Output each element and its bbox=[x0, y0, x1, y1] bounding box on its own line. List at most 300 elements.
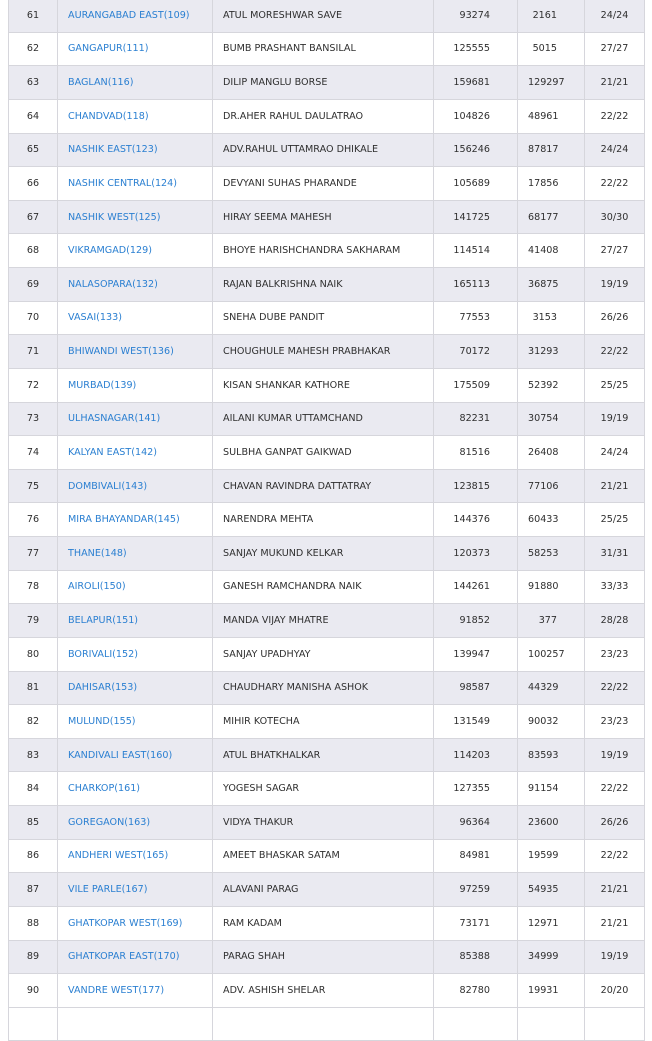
candidate-name: DILIP MANGLU BORSE bbox=[223, 77, 328, 89]
margin-count-cell bbox=[518, 133, 585, 167]
candidate-name-cell bbox=[213, 604, 434, 638]
table-row bbox=[9, 133, 645, 167]
table-row bbox=[9, 906, 645, 940]
row-number-cell bbox=[9, 570, 58, 604]
row-number: 84 bbox=[26, 783, 40, 795]
row-number-cell bbox=[9, 167, 58, 201]
constituency-link-cell bbox=[58, 133, 213, 167]
results-table-body bbox=[9, 0, 645, 1007]
row-number-cell bbox=[9, 301, 58, 335]
rounds-count-cell bbox=[585, 537, 645, 571]
table-row bbox=[9, 537, 645, 571]
row-number: 73 bbox=[26, 413, 40, 425]
margin-count-cell bbox=[518, 0, 585, 32]
row-number: 68 bbox=[26, 245, 40, 257]
table-row bbox=[9, 402, 645, 436]
constituency-link-cell bbox=[58, 200, 213, 234]
votes-count: 139947 bbox=[453, 648, 490, 660]
votes-count-cell bbox=[434, 806, 518, 840]
constituency-link-cell bbox=[58, 906, 213, 940]
table-row bbox=[9, 806, 645, 840]
votes-count: 98587 bbox=[459, 682, 490, 694]
candidate-name-cell bbox=[213, 99, 434, 133]
candidate-name: SANJAY UPADHYAY bbox=[223, 648, 311, 660]
row-number-cell bbox=[9, 268, 58, 302]
constituency-link[interactable]: GOREGAON(163) bbox=[68, 816, 151, 828]
table-row bbox=[9, 839, 645, 873]
margin-count: 19599 bbox=[528, 850, 559, 862]
rounds-count-cell bbox=[585, 839, 645, 873]
rounds-count: 22/22 bbox=[600, 682, 629, 694]
rounds-count: 22/22 bbox=[600, 110, 629, 122]
constituency-link[interactable]: ANDHERI WEST(165) bbox=[68, 850, 169, 862]
votes-count: 127355 bbox=[453, 783, 490, 795]
constituency-link[interactable]: VILE PARLE(167) bbox=[68, 884, 148, 896]
rounds-count-cell bbox=[585, 99, 645, 133]
rounds-count-cell bbox=[585, 806, 645, 840]
row-number-cell bbox=[9, 806, 58, 840]
margin-count-cell bbox=[518, 301, 585, 335]
table-row bbox=[9, 604, 645, 638]
constituency-link[interactable]: BORIVALI(152) bbox=[68, 648, 138, 660]
rounds-count-cell bbox=[585, 234, 645, 268]
table-row bbox=[9, 570, 645, 604]
votes-count-cell bbox=[434, 32, 518, 66]
table-row bbox=[9, 32, 645, 66]
candidate-name-cell bbox=[213, 301, 434, 335]
candidate-name: KISAN SHANKAR KATHORE bbox=[223, 379, 350, 391]
rounds-count: 26/26 bbox=[600, 312, 629, 324]
rounds-count: 25/25 bbox=[600, 379, 629, 391]
margin-count-cell bbox=[518, 436, 585, 470]
table-row bbox=[9, 503, 645, 537]
margin-count-cell bbox=[518, 974, 585, 1008]
constituency-link[interactable]: MULUND(155) bbox=[68, 715, 136, 727]
candidate-name: GANESH RAMCHANDRA NAIK bbox=[223, 581, 362, 593]
row-number-cell bbox=[9, 335, 58, 369]
table-row bbox=[9, 637, 645, 671]
table-row-partial bbox=[9, 1007, 645, 1041]
row-number-cell bbox=[9, 637, 58, 671]
rounds-count: 21/21 bbox=[600, 917, 629, 929]
constituency-link[interactable]: NASHIK EAST(123) bbox=[68, 144, 158, 156]
rounds-count-cell bbox=[585, 671, 645, 705]
rounds-count-cell bbox=[585, 974, 645, 1008]
candidate-name-cell bbox=[213, 503, 434, 537]
votes-count: 82231 bbox=[459, 413, 490, 425]
votes-count-cell bbox=[434, 839, 518, 873]
candidate-name-cell bbox=[213, 671, 434, 705]
votes-count: 131549 bbox=[453, 715, 490, 727]
constituency-link-cell bbox=[58, 0, 213, 32]
margin-count: 3153 bbox=[532, 312, 557, 324]
constituency-link-cell bbox=[58, 671, 213, 705]
table-row bbox=[9, 738, 645, 772]
rounds-count: 21/21 bbox=[600, 884, 629, 896]
margin-count-cell bbox=[518, 335, 585, 369]
rounds-count-cell bbox=[585, 873, 645, 907]
table-row bbox=[9, 705, 645, 739]
votes-count-cell bbox=[434, 335, 518, 369]
margin-count-cell bbox=[518, 268, 585, 302]
rounds-count: 19/19 bbox=[600, 951, 629, 963]
rounds-count: 19/19 bbox=[600, 278, 629, 290]
rounds-count: 28/28 bbox=[600, 615, 629, 627]
row-number: 86 bbox=[26, 850, 40, 862]
candidate-name-cell bbox=[213, 738, 434, 772]
constituency-link-cell bbox=[58, 637, 213, 671]
votes-count: 91852 bbox=[459, 615, 490, 627]
margin-count: 54935 bbox=[528, 884, 559, 896]
votes-count-cell bbox=[434, 301, 518, 335]
margin-count-cell bbox=[518, 705, 585, 739]
rounds-count: 33/33 bbox=[600, 581, 629, 593]
row-number: 83 bbox=[26, 749, 40, 761]
candidate-name: VIDYA THAKUR bbox=[223, 816, 294, 828]
candidate-name-cell bbox=[213, 133, 434, 167]
constituency-link[interactable]: VIKRAMGAD(129) bbox=[68, 245, 152, 257]
rounds-count-cell bbox=[585, 738, 645, 772]
candidate-name: RAJAN BALKRISHNA NAIK bbox=[223, 278, 343, 290]
rounds-count-cell bbox=[585, 570, 645, 604]
votes-count: 141725 bbox=[453, 211, 490, 223]
votes-count: 165113 bbox=[453, 278, 490, 290]
rounds-count-cell bbox=[585, 940, 645, 974]
constituency-link[interactable]: VANDRE WEST(177) bbox=[68, 984, 165, 996]
votes-count: 93274 bbox=[459, 9, 490, 21]
votes-count-cell bbox=[434, 537, 518, 571]
margin-count: 23600 bbox=[528, 816, 559, 828]
margin-count-cell bbox=[518, 772, 585, 806]
constituency-link[interactable]: GHATKOPAR WEST(169) bbox=[68, 917, 183, 929]
votes-count-cell bbox=[434, 873, 518, 907]
candidate-name: AILANI KUMAR UTTAMCHAND bbox=[223, 413, 363, 425]
rounds-count: 24/24 bbox=[600, 9, 629, 21]
candidate-name: MIHIR KOTECHA bbox=[223, 715, 300, 727]
table-row bbox=[9, 0, 645, 32]
candidate-name: CHAUDHARY MANISHA ASHOK bbox=[223, 682, 369, 694]
constituency-link[interactable]: KALYAN EAST(142) bbox=[68, 446, 158, 458]
votes-count: 81516 bbox=[459, 446, 490, 458]
margin-count: 41408 bbox=[528, 245, 559, 257]
table-row bbox=[9, 234, 645, 268]
votes-count-cell bbox=[434, 772, 518, 806]
candidate-name: MANDA VIJAY MHATRE bbox=[223, 615, 329, 627]
constituency-link-cell bbox=[58, 604, 213, 638]
rounds-count: 19/19 bbox=[600, 413, 629, 425]
rounds-count: 26/26 bbox=[600, 816, 629, 828]
margin-count: 2161 bbox=[532, 9, 557, 21]
table-row bbox=[9, 66, 645, 100]
rounds-count-cell bbox=[585, 503, 645, 537]
margin-count: 36875 bbox=[528, 278, 559, 290]
margin-count: 19931 bbox=[528, 984, 559, 996]
candidate-name: AMEET BHASKAR SATAM bbox=[223, 850, 340, 862]
margin-count-cell bbox=[518, 604, 585, 638]
candidate-name-cell bbox=[213, 570, 434, 604]
row-number-cell bbox=[9, 940, 58, 974]
margin-count: 60433 bbox=[528, 514, 559, 526]
margin-count-cell bbox=[518, 839, 585, 873]
votes-count-cell bbox=[434, 570, 518, 604]
margin-count: 68177 bbox=[528, 211, 559, 223]
rounds-count-cell bbox=[585, 705, 645, 739]
row-number-cell bbox=[9, 671, 58, 705]
margin-count: 12971 bbox=[528, 917, 559, 929]
candidate-name: SNEHA DUBE PANDIT bbox=[223, 312, 325, 324]
constituency-link-cell bbox=[58, 99, 213, 133]
votes-count-cell bbox=[434, 671, 518, 705]
table-row bbox=[9, 301, 645, 335]
constituency-link[interactable]: GHATKOPAR EAST(170) bbox=[68, 951, 180, 963]
candidate-name: PARAG SHAH bbox=[223, 951, 285, 963]
margin-count-cell bbox=[518, 940, 585, 974]
candidate-name-cell bbox=[213, 873, 434, 907]
margin-count-cell bbox=[518, 906, 585, 940]
margin-count: 17856 bbox=[528, 177, 559, 189]
margin-count: 34999 bbox=[528, 951, 559, 963]
constituency-link[interactable]: AURANGABAD EAST(109) bbox=[68, 9, 190, 21]
row-number-cell bbox=[9, 772, 58, 806]
candidate-name: BUMB PRASHANT BANSILAL bbox=[223, 43, 356, 55]
constituency-link[interactable]: AIROLI(150) bbox=[68, 581, 126, 593]
table-row bbox=[9, 268, 645, 302]
rounds-count: 22/22 bbox=[600, 783, 629, 795]
votes-count-cell bbox=[434, 167, 518, 201]
votes-count: 156246 bbox=[453, 144, 490, 156]
row-number: 63 bbox=[26, 77, 40, 89]
votes-count: 175509 bbox=[453, 379, 490, 391]
votes-count: 96364 bbox=[459, 816, 490, 828]
constituency-link[interactable]: CHANDVAD(118) bbox=[68, 110, 149, 122]
candidate-name: BHOYE HARISHCHANDRA SAKHARAM bbox=[223, 245, 401, 257]
row-number: 81 bbox=[26, 682, 40, 694]
candidate-name: NARENDRA MEHTA bbox=[223, 514, 314, 526]
constituency-link-cell bbox=[58, 469, 213, 503]
constituency-link[interactable]: GANGAPUR(111) bbox=[68, 43, 149, 55]
margin-count-cell bbox=[518, 671, 585, 705]
constituency-link[interactable]: NASHIK WEST(125) bbox=[68, 211, 161, 223]
margin-count: 129297 bbox=[528, 77, 565, 89]
table-row bbox=[9, 873, 645, 907]
constituency-link[interactable]: VASAI(133) bbox=[68, 312, 122, 324]
candidate-name-cell bbox=[213, 806, 434, 840]
constituency-link[interactable]: NALASOPARA(132) bbox=[68, 278, 158, 290]
rounds-count-cell bbox=[585, 368, 645, 402]
constituency-link[interactable]: MURBAD(139) bbox=[68, 379, 137, 391]
rounds-count-cell bbox=[585, 906, 645, 940]
rounds-count-cell bbox=[585, 469, 645, 503]
margin-count: 90032 bbox=[528, 715, 559, 727]
row-number: 75 bbox=[26, 480, 40, 492]
row-number: 80 bbox=[26, 648, 40, 660]
row-number-cell bbox=[9, 368, 58, 402]
candidate-name: DR.AHER RAHUL DAULATRAO bbox=[223, 110, 364, 122]
constituency-link-cell bbox=[58, 234, 213, 268]
margin-count-cell bbox=[518, 368, 585, 402]
row-number-cell bbox=[9, 839, 58, 873]
candidate-name-cell bbox=[213, 705, 434, 739]
rounds-count-cell bbox=[585, 268, 645, 302]
row-number: 72 bbox=[26, 379, 40, 391]
candidate-name: ADV.RAHUL UTTAMRAO DHIKALE bbox=[223, 144, 379, 156]
rounds-count: 31/31 bbox=[600, 547, 629, 559]
rounds-count-cell bbox=[585, 436, 645, 470]
candidate-name-cell bbox=[213, 537, 434, 571]
row-number: 71 bbox=[26, 346, 40, 358]
row-number-cell bbox=[9, 0, 58, 32]
row-number-cell bbox=[9, 200, 58, 234]
row-number-cell bbox=[9, 402, 58, 436]
constituency-link[interactable]: MIRA BHAYANDAR(145) bbox=[68, 514, 180, 526]
candidate-name: CHOUGHULE MAHESH PRABHAKAR bbox=[223, 346, 391, 358]
votes-count: 144376 bbox=[453, 514, 490, 526]
row-number: 85 bbox=[26, 816, 40, 828]
constituency-link-cell bbox=[58, 738, 213, 772]
votes-count: 114203 bbox=[453, 749, 490, 761]
margin-count-cell bbox=[518, 738, 585, 772]
constituency-link[interactable]: NASHIK CENTRAL(124) bbox=[68, 177, 177, 189]
votes-count: 104826 bbox=[453, 110, 490, 122]
row-number: 77 bbox=[26, 547, 40, 559]
votes-count-cell bbox=[434, 133, 518, 167]
constituency-link-cell bbox=[58, 570, 213, 604]
constituency-link-cell bbox=[58, 335, 213, 369]
candidate-name-cell bbox=[213, 637, 434, 671]
votes-count: 77553 bbox=[459, 312, 490, 324]
constituency-link-cell bbox=[58, 940, 213, 974]
margin-count-cell bbox=[518, 469, 585, 503]
margin-count-cell bbox=[518, 167, 585, 201]
row-number: 66 bbox=[26, 177, 40, 189]
row-number-cell bbox=[9, 974, 58, 1008]
rounds-count: 24/24 bbox=[600, 144, 629, 156]
votes-count-cell bbox=[434, 268, 518, 302]
constituency-link[interactable]: DAHISAR(153) bbox=[68, 682, 138, 694]
row-number: 62 bbox=[26, 43, 40, 55]
votes-count-cell bbox=[434, 0, 518, 32]
row-number-cell bbox=[9, 469, 58, 503]
rounds-count: 22/22 bbox=[600, 177, 629, 189]
candidate-name: ATUL MORESHWAR SAVE bbox=[223, 9, 343, 21]
margin-count-cell bbox=[518, 570, 585, 604]
margin-count: 91154 bbox=[528, 783, 559, 795]
table-row bbox=[9, 772, 645, 806]
votes-count-cell bbox=[434, 99, 518, 133]
votes-count: 159681 bbox=[453, 77, 490, 89]
votes-count: 125555 bbox=[453, 43, 490, 55]
margin-count: 30754 bbox=[528, 413, 559, 425]
row-number: 88 bbox=[26, 917, 40, 929]
row-number: 74 bbox=[26, 446, 40, 458]
candidate-name-cell bbox=[213, 268, 434, 302]
votes-count-cell bbox=[434, 637, 518, 671]
constituency-link-cell bbox=[58, 873, 213, 907]
candidate-name-cell bbox=[213, 402, 434, 436]
candidate-name: ALAVANI PARAG bbox=[223, 884, 299, 896]
constituency-link[interactable]: ULHASNAGAR(141) bbox=[68, 413, 161, 425]
votes-count-cell bbox=[434, 234, 518, 268]
table-row bbox=[9, 671, 645, 705]
margin-count: 52392 bbox=[528, 379, 559, 391]
row-number-cell bbox=[9, 234, 58, 268]
constituency-link[interactable]: BAGLAN(116) bbox=[68, 77, 134, 89]
votes-count-cell bbox=[434, 402, 518, 436]
margin-count-cell bbox=[518, 200, 585, 234]
candidate-name: RAM KADAM bbox=[223, 917, 282, 929]
constituency-link[interactable]: KANDIVALI EAST(160) bbox=[68, 749, 173, 761]
row-number: 87 bbox=[26, 884, 40, 896]
margin-count: 5015 bbox=[532, 43, 557, 55]
margin-count: 377 bbox=[538, 615, 557, 627]
row-number: 70 bbox=[26, 312, 40, 324]
candidate-name-cell bbox=[213, 0, 434, 32]
table-row bbox=[9, 974, 645, 1008]
rounds-count-cell bbox=[585, 335, 645, 369]
votes-count-cell bbox=[434, 738, 518, 772]
row-number-cell bbox=[9, 32, 58, 66]
margin-count: 31293 bbox=[528, 346, 559, 358]
constituency-link[interactable]: CHARKOP(161) bbox=[68, 783, 141, 795]
rounds-count: 21/21 bbox=[600, 480, 629, 492]
candidate-name-cell bbox=[213, 940, 434, 974]
row-number: 79 bbox=[26, 615, 40, 627]
rounds-count: 22/22 bbox=[600, 850, 629, 862]
rounds-count-cell bbox=[585, 301, 645, 335]
row-number-cell bbox=[9, 133, 58, 167]
candidate-name: ATUL BHATKHALKAR bbox=[223, 749, 321, 761]
row-number-cell bbox=[9, 906, 58, 940]
rounds-count-cell bbox=[585, 0, 645, 32]
rounds-count: 25/25 bbox=[600, 514, 629, 526]
margin-count: 91880 bbox=[528, 581, 559, 593]
candidate-name-cell bbox=[213, 167, 434, 201]
candidate-name-cell bbox=[213, 335, 434, 369]
candidate-name-cell bbox=[213, 436, 434, 470]
candidate-name-cell bbox=[213, 906, 434, 940]
candidate-name-cell bbox=[213, 66, 434, 100]
constituency-link[interactable]: BELAPUR(151) bbox=[68, 615, 139, 627]
constituency-link[interactable]: THANE(148) bbox=[68, 547, 127, 559]
results-table bbox=[8, 0, 645, 1041]
margin-count: 26408 bbox=[528, 446, 559, 458]
row-number: 78 bbox=[26, 581, 40, 593]
margin-count: 87817 bbox=[528, 144, 559, 156]
rounds-count-cell bbox=[585, 167, 645, 201]
votes-count: 97259 bbox=[459, 884, 490, 896]
votes-count: 84981 bbox=[459, 850, 490, 862]
candidate-name-cell bbox=[213, 234, 434, 268]
candidate-name-cell bbox=[213, 32, 434, 66]
constituency-link[interactable]: BHIWANDI WEST(136) bbox=[68, 346, 174, 358]
constituency-link-cell bbox=[58, 32, 213, 66]
rounds-count-cell bbox=[585, 402, 645, 436]
votes-count-cell bbox=[434, 906, 518, 940]
rounds-count: 30/30 bbox=[600, 211, 629, 223]
candidate-name-cell bbox=[213, 200, 434, 234]
constituency-link-cell bbox=[58, 705, 213, 739]
votes-count-cell bbox=[434, 974, 518, 1008]
votes-count-cell bbox=[434, 436, 518, 470]
votes-count: 120373 bbox=[453, 547, 490, 559]
row-number-cell bbox=[9, 604, 58, 638]
votes-count-cell bbox=[434, 66, 518, 100]
constituency-link[interactable]: DOMBIVALI(143) bbox=[68, 480, 148, 492]
constituency-link-cell bbox=[58, 167, 213, 201]
constituency-link-cell bbox=[58, 503, 213, 537]
constituency-link-cell bbox=[58, 66, 213, 100]
rounds-count: 21/21 bbox=[600, 77, 629, 89]
